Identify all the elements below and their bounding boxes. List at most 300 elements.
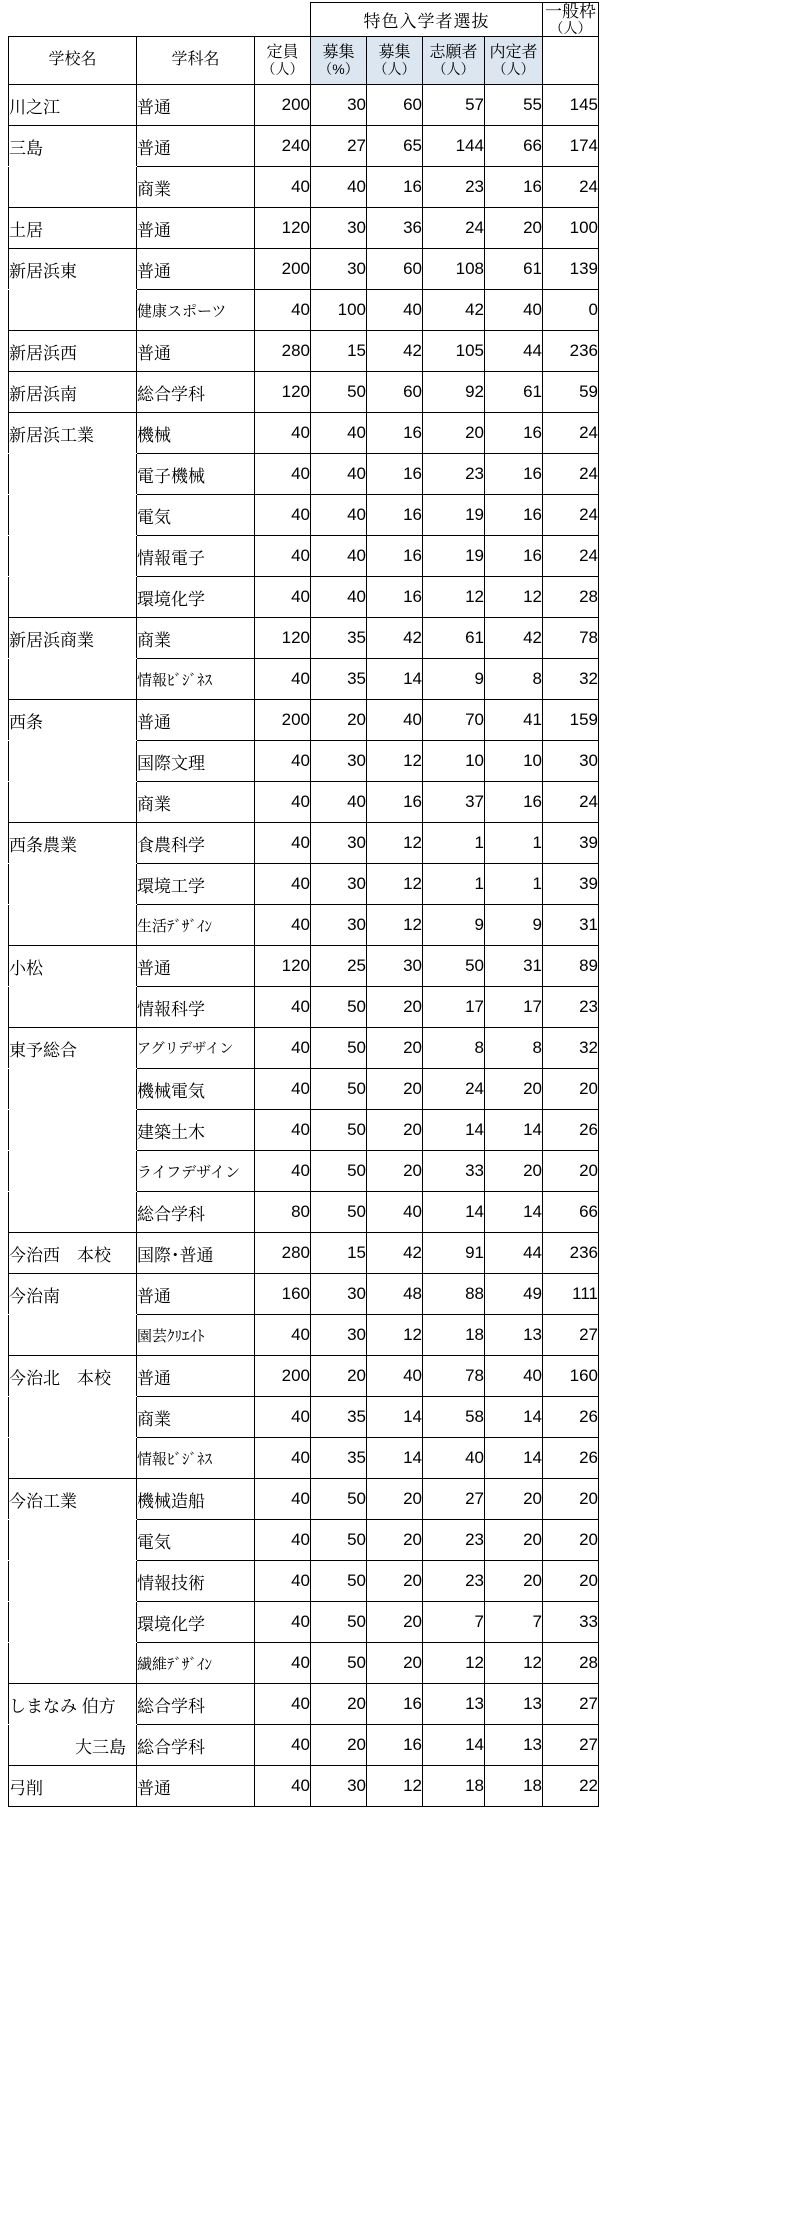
- cell-admitted: 55: [485, 85, 543, 126]
- table-row: [9, 782, 599, 823]
- cell-admitted: 40: [485, 290, 543, 331]
- cell-department: 普通: [137, 331, 255, 372]
- cell-school: 新居浜商業: [9, 618, 137, 659]
- cell-general-quota: 66: [543, 1192, 599, 1233]
- cell-capacity: 80: [255, 1192, 311, 1233]
- table-row: [9, 1725, 599, 1766]
- band-general-quota-label: 一般枠: [545, 2, 596, 22]
- cell-applicants: 144: [423, 126, 485, 167]
- header-school: 学校名: [9, 37, 137, 85]
- cell-department: 総合学科: [137, 1192, 255, 1233]
- cell-capacity: 120: [255, 618, 311, 659]
- cell-admitted: 61: [485, 249, 543, 290]
- cell-recruit-count: 16: [367, 577, 423, 618]
- cell-school: [9, 864, 137, 905]
- table-row: [9, 1110, 599, 1151]
- band-general-quota: [543, 3, 599, 37]
- cell-recruit-percent: 100: [311, 290, 367, 331]
- cell-school: 東予総合: [9, 1028, 137, 1069]
- cell-capacity: 40: [255, 167, 311, 208]
- cell-recruit-count: 16: [367, 454, 423, 495]
- cell-recruit-count: 42: [367, 1233, 423, 1274]
- cell-recruit-count: 16: [367, 495, 423, 536]
- cell-recruit-percent: 50: [311, 372, 367, 413]
- cell-general-quota: 24: [543, 167, 599, 208]
- table-row: [9, 1602, 599, 1643]
- table-row: [9, 700, 599, 741]
- cell-department: 普通: [137, 946, 255, 987]
- cell-applicants: 70: [423, 700, 485, 741]
- cell-general-quota: 27: [543, 1684, 599, 1725]
- cell-department: 総合学科: [137, 372, 255, 413]
- cell-admitted: 20: [485, 1151, 543, 1192]
- table-row: [9, 1520, 599, 1561]
- cell-general-quota: 24: [543, 495, 599, 536]
- band-spacer: [9, 3, 137, 37]
- cell-recruit-percent: 50: [311, 1110, 367, 1151]
- cell-department: 情報技術: [137, 1561, 255, 1602]
- cell-capacity: 40: [255, 1766, 311, 1807]
- header-recruit-percent: [311, 37, 367, 85]
- cell-department: 繊維ﾃﾞｻﾞｲﾝ: [137, 1643, 255, 1684]
- cell-recruit-percent: 25: [311, 946, 367, 987]
- cell-school: 西条: [9, 700, 137, 741]
- cell-general-quota: 145: [543, 85, 599, 126]
- cell-admitted: 16: [485, 167, 543, 208]
- cell-admitted: 16: [485, 495, 543, 536]
- cell-capacity: 40: [255, 1520, 311, 1561]
- cell-capacity: 40: [255, 1643, 311, 1684]
- cell-recruit-percent: 30: [311, 823, 367, 864]
- cell-department: 環境化学: [137, 1602, 255, 1643]
- cell-applicants: 19: [423, 536, 485, 577]
- cell-recruit-percent: 20: [311, 1684, 367, 1725]
- cell-school: [9, 1397, 137, 1438]
- cell-admitted: 66: [485, 126, 543, 167]
- cell-school: [9, 290, 137, 331]
- cell-applicants: 92: [423, 372, 485, 413]
- cell-department: 電子機械: [137, 454, 255, 495]
- cell-school: [9, 1561, 137, 1602]
- cell-recruit-percent: 15: [311, 1233, 367, 1274]
- cell-recruit-percent: 40: [311, 577, 367, 618]
- cell-recruit-percent: 50: [311, 1479, 367, 1520]
- cell-school: [9, 1315, 137, 1356]
- cell-recruit-percent: 50: [311, 1069, 367, 1110]
- cell-admitted: 49: [485, 1274, 543, 1315]
- cell-capacity: 120: [255, 946, 311, 987]
- cell-general-quota: 24: [543, 782, 599, 823]
- cell-school: [9, 1151, 137, 1192]
- cell-recruit-percent: 20: [311, 700, 367, 741]
- cell-general-quota: 20: [543, 1479, 599, 1520]
- cell-department: 普通: [137, 208, 255, 249]
- cell-admitted: 12: [485, 577, 543, 618]
- cell-department: 国際文理: [137, 741, 255, 782]
- cell-applicants: 108: [423, 249, 485, 290]
- table-row: [9, 249, 599, 290]
- cell-recruit-percent: 40: [311, 782, 367, 823]
- cell-school: 今治南: [9, 1274, 137, 1315]
- cell-recruit-percent: 35: [311, 618, 367, 659]
- cell-admitted: 44: [485, 1233, 543, 1274]
- cell-general-quota: 159: [543, 700, 599, 741]
- table-row: [9, 1438, 599, 1479]
- cell-recruit-count: 42: [367, 618, 423, 659]
- band-spacer: [255, 3, 311, 37]
- cell-applicants: 40: [423, 1438, 485, 1479]
- cell-department: 普通: [137, 126, 255, 167]
- table-header-row: [9, 37, 599, 85]
- cell-general-quota: 160: [543, 1356, 599, 1397]
- cell-school: [9, 1192, 137, 1233]
- cell-admitted: 31: [485, 946, 543, 987]
- header-admitted-unit: （人）: [492, 60, 535, 77]
- cell-recruit-count: 12: [367, 905, 423, 946]
- table-row: [9, 1028, 599, 1069]
- cell-admitted: 44: [485, 331, 543, 372]
- cell-recruit-count: 40: [367, 290, 423, 331]
- cell-recruit-percent: 50: [311, 1561, 367, 1602]
- cell-applicants: 78: [423, 1356, 485, 1397]
- cell-recruit-count: 14: [367, 1438, 423, 1479]
- cell-department: 普通: [137, 249, 255, 290]
- cell-general-quota: 39: [543, 823, 599, 864]
- cell-recruit-percent: 30: [311, 208, 367, 249]
- cell-capacity: 40: [255, 1315, 311, 1356]
- cell-department: 健康スポーツ: [137, 290, 255, 331]
- cell-department: 園芸ｸﾘｴｲﾄ: [137, 1315, 255, 1356]
- cell-school: 土居: [9, 208, 137, 249]
- table-row: [9, 1192, 599, 1233]
- cell-admitted: 13: [485, 1684, 543, 1725]
- cell-school: 新居浜東: [9, 249, 137, 290]
- cell-school: 今治工業: [9, 1479, 137, 1520]
- cell-admitted: 20: [485, 1479, 543, 1520]
- cell-general-quota: 27: [543, 1315, 599, 1356]
- cell-department: 普通: [137, 700, 255, 741]
- cell-recruit-count: 16: [367, 536, 423, 577]
- cell-recruit-percent: 15: [311, 331, 367, 372]
- cell-capacity: 40: [255, 495, 311, 536]
- cell-recruit-percent: 20: [311, 1356, 367, 1397]
- header-admitted-label: 内定者: [489, 43, 538, 61]
- cell-general-quota: 33: [543, 1602, 599, 1643]
- cell-applicants: 10: [423, 741, 485, 782]
- cell-applicants: 23: [423, 167, 485, 208]
- cell-department: アグリデザイン: [137, 1028, 255, 1069]
- cell-school: [9, 167, 137, 208]
- cell-recruit-count: 16: [367, 1725, 423, 1766]
- cell-applicants: 13: [423, 1684, 485, 1725]
- cell-recruit-percent: 30: [311, 864, 367, 905]
- table-row: [9, 85, 599, 126]
- cell-general-quota: 0: [543, 290, 599, 331]
- header-capacity-label: 定員: [266, 43, 299, 61]
- cell-general-quota: 24: [543, 454, 599, 495]
- cell-department: 情報ﾋﾞｼﾞﾈｽ: [137, 659, 255, 700]
- cell-recruit-percent: 30: [311, 249, 367, 290]
- cell-capacity: 40: [255, 905, 311, 946]
- cell-department: 総合学科: [137, 1725, 255, 1766]
- table-row: [9, 495, 599, 536]
- cell-school: 大三島: [9, 1725, 137, 1766]
- cell-school: 三島: [9, 126, 137, 167]
- cell-recruit-count: 12: [367, 1766, 423, 1807]
- cell-school: [9, 1643, 137, 1684]
- cell-capacity: 240: [255, 126, 311, 167]
- cell-applicants: 23: [423, 1520, 485, 1561]
- cell-school: [9, 1602, 137, 1643]
- cell-department: 電気: [137, 1520, 255, 1561]
- cell-school: [9, 1520, 137, 1561]
- cell-applicants: 9: [423, 905, 485, 946]
- cell-recruit-count: 60: [367, 372, 423, 413]
- cell-recruit-count: 60: [367, 249, 423, 290]
- cell-department: 食農科学: [137, 823, 255, 864]
- cell-admitted: 1: [485, 823, 543, 864]
- header-capacity-unit: （人）: [261, 60, 304, 77]
- cell-admitted: 9: [485, 905, 543, 946]
- cell-admitted: 16: [485, 782, 543, 823]
- cell-general-quota: 28: [543, 1643, 599, 1684]
- table-row: [9, 1315, 599, 1356]
- cell-applicants: 9: [423, 659, 485, 700]
- cell-capacity: 40: [255, 1602, 311, 1643]
- cell-department: 商業: [137, 782, 255, 823]
- cell-capacity: 40: [255, 290, 311, 331]
- cell-school: [9, 454, 137, 495]
- header-general-quota: [543, 37, 599, 85]
- cell-school: 弓削: [9, 1766, 137, 1807]
- cell-capacity: 40: [255, 1725, 311, 1766]
- cell-admitted: 40: [485, 1356, 543, 1397]
- cell-general-quota: 28: [543, 577, 599, 618]
- cell-recruit-count: 20: [367, 1110, 423, 1151]
- cell-department: 総合学科: [137, 1684, 255, 1725]
- cell-applicants: 61: [423, 618, 485, 659]
- cell-general-quota: 111: [543, 1274, 599, 1315]
- cell-school: [9, 1110, 137, 1151]
- cell-school: 今治西 本校: [9, 1233, 137, 1274]
- cell-applicants: 8: [423, 1028, 485, 1069]
- table-row: [9, 618, 599, 659]
- cell-applicants: 7: [423, 1602, 485, 1643]
- header-department: 学科名: [137, 37, 255, 85]
- cell-applicants: 57: [423, 85, 485, 126]
- cell-capacity: 40: [255, 1110, 311, 1151]
- table-row: [9, 413, 599, 454]
- cell-capacity: 40: [255, 1069, 311, 1110]
- cell-capacity: 40: [255, 577, 311, 618]
- cell-general-quota: 20: [543, 1561, 599, 1602]
- cell-recruit-count: 20: [367, 1479, 423, 1520]
- cell-recruit-percent: 50: [311, 1151, 367, 1192]
- cell-recruit-percent: 40: [311, 454, 367, 495]
- cell-department: 電気: [137, 495, 255, 536]
- table-row: [9, 577, 599, 618]
- cell-department: 商業: [137, 618, 255, 659]
- cell-applicants: 19: [423, 495, 485, 536]
- table-row: [9, 454, 599, 495]
- band-general-quota-unit: （人）: [549, 20, 592, 37]
- cell-recruit-count: 42: [367, 331, 423, 372]
- cell-recruit-count: 16: [367, 782, 423, 823]
- cell-department: 情報科学: [137, 987, 255, 1028]
- cell-general-quota: 89: [543, 946, 599, 987]
- cell-applicants: 1: [423, 864, 485, 905]
- cell-recruit-percent: 30: [311, 85, 367, 126]
- cell-capacity: 160: [255, 1274, 311, 1315]
- table-row: [9, 208, 599, 249]
- header-recruit-percent-label: 募集: [322, 43, 355, 61]
- cell-applicants: 33: [423, 1151, 485, 1192]
- cell-school: [9, 659, 137, 700]
- cell-admitted: 8: [485, 659, 543, 700]
- cell-admitted: 1: [485, 864, 543, 905]
- table-row: [9, 167, 599, 208]
- cell-capacity: 40: [255, 1151, 311, 1192]
- cell-admitted: 20: [485, 1069, 543, 1110]
- cell-general-quota: 27: [543, 1725, 599, 1766]
- cell-department: 環境工学: [137, 864, 255, 905]
- cell-recruit-percent: 50: [311, 1520, 367, 1561]
- table-row: [9, 1151, 599, 1192]
- cell-capacity: 40: [255, 823, 311, 864]
- cell-school: 川之江: [9, 85, 137, 126]
- cell-recruit-percent: 30: [311, 1766, 367, 1807]
- cell-applicants: 27: [423, 1479, 485, 1520]
- cell-recruit-count: 12: [367, 823, 423, 864]
- cell-admitted: 14: [485, 1110, 543, 1151]
- cell-general-quota: 236: [543, 1233, 599, 1274]
- cell-applicants: 23: [423, 1561, 485, 1602]
- cell-recruit-count: 36: [367, 208, 423, 249]
- cell-recruit-percent: 35: [311, 659, 367, 700]
- table-header-band: [9, 3, 599, 37]
- cell-department: ライフデザイン: [137, 1151, 255, 1192]
- cell-department: 情報ﾋﾞｼﾞﾈｽ: [137, 1438, 255, 1479]
- cell-applicants: 14: [423, 1110, 485, 1151]
- cell-school: [9, 987, 137, 1028]
- cell-capacity: 40: [255, 987, 311, 1028]
- cell-applicants: 23: [423, 454, 485, 495]
- cell-recruit-count: 20: [367, 1151, 423, 1192]
- cell-recruit-count: 40: [367, 1356, 423, 1397]
- cell-school: [9, 1069, 137, 1110]
- cell-general-quota: 139: [543, 249, 599, 290]
- cell-capacity: 40: [255, 413, 311, 454]
- table-row: [9, 331, 599, 372]
- cell-school: しまなみ 伯方: [9, 1684, 137, 1725]
- table-row: [9, 1356, 599, 1397]
- admissions-table: [8, 2, 599, 1807]
- cell-recruit-count: 20: [367, 1602, 423, 1643]
- cell-recruit-percent: 35: [311, 1438, 367, 1479]
- cell-capacity: 200: [255, 700, 311, 741]
- cell-capacity: 40: [255, 1028, 311, 1069]
- cell-general-quota: 26: [543, 1438, 599, 1479]
- cell-recruit-percent: 30: [311, 905, 367, 946]
- cell-recruit-count: 14: [367, 659, 423, 700]
- cell-applicants: 14: [423, 1725, 485, 1766]
- cell-general-quota: 39: [543, 864, 599, 905]
- cell-general-quota: 26: [543, 1397, 599, 1438]
- table-row: [9, 1643, 599, 1684]
- cell-department: 普通: [137, 1274, 255, 1315]
- cell-capacity: 40: [255, 1397, 311, 1438]
- cell-school: [9, 741, 137, 782]
- cell-recruit-percent: 50: [311, 1602, 367, 1643]
- cell-recruit-count: 30: [367, 946, 423, 987]
- cell-department: 普通: [137, 1766, 255, 1807]
- cell-recruit-count: 40: [367, 1192, 423, 1233]
- header-recruit-count-unit: （人）: [373, 60, 416, 77]
- cell-general-quota: 20: [543, 1069, 599, 1110]
- cell-capacity: 280: [255, 331, 311, 372]
- header-capacity: [255, 37, 311, 85]
- cell-general-quota: 24: [543, 413, 599, 454]
- cell-recruit-percent: 40: [311, 495, 367, 536]
- header-recruit-percent-unit: （%）: [318, 60, 359, 77]
- cell-recruit-count: 20: [367, 1520, 423, 1561]
- table-row: [9, 372, 599, 413]
- cell-recruit-percent: 35: [311, 1397, 367, 1438]
- cell-admitted: 7: [485, 1602, 543, 1643]
- cell-general-quota: 23: [543, 987, 599, 1028]
- cell-recruit-count: 60: [367, 85, 423, 126]
- cell-admitted: 18: [485, 1766, 543, 1807]
- cell-general-quota: 31: [543, 905, 599, 946]
- cell-general-quota: 24: [543, 536, 599, 577]
- cell-general-quota: 174: [543, 126, 599, 167]
- cell-capacity: 40: [255, 1561, 311, 1602]
- cell-recruit-count: 65: [367, 126, 423, 167]
- header-recruit-count-label: 募集: [378, 43, 411, 61]
- cell-general-quota: 59: [543, 372, 599, 413]
- cell-applicants: 24: [423, 208, 485, 249]
- table-row: [9, 1397, 599, 1438]
- band-spacer: [137, 3, 255, 37]
- cell-admitted: 20: [485, 1561, 543, 1602]
- cell-general-quota: 100: [543, 208, 599, 249]
- table-row: [9, 1561, 599, 1602]
- cell-applicants: 12: [423, 1643, 485, 1684]
- cell-department: 環境化学: [137, 577, 255, 618]
- cell-applicants: 88: [423, 1274, 485, 1315]
- cell-recruit-percent: 20: [311, 1725, 367, 1766]
- table-row: [9, 659, 599, 700]
- cell-department: 普通: [137, 85, 255, 126]
- cell-capacity: 40: [255, 536, 311, 577]
- cell-applicants: 18: [423, 1315, 485, 1356]
- cell-applicants: 14: [423, 1192, 485, 1233]
- cell-applicants: 24: [423, 1069, 485, 1110]
- cell-school: [9, 782, 137, 823]
- cell-department: 普通: [137, 1356, 255, 1397]
- header-applicants-unit: （人）: [432, 60, 475, 77]
- header-admitted: [485, 37, 543, 85]
- cell-school: 小松: [9, 946, 137, 987]
- cell-admitted: 16: [485, 413, 543, 454]
- cell-applicants: 105: [423, 331, 485, 372]
- cell-capacity: 40: [255, 1438, 311, 1479]
- cell-capacity: 120: [255, 372, 311, 413]
- cell-school: 新居浜南: [9, 372, 137, 413]
- cell-department: 機械: [137, 413, 255, 454]
- cell-applicants: 50: [423, 946, 485, 987]
- cell-recruit-count: 20: [367, 987, 423, 1028]
